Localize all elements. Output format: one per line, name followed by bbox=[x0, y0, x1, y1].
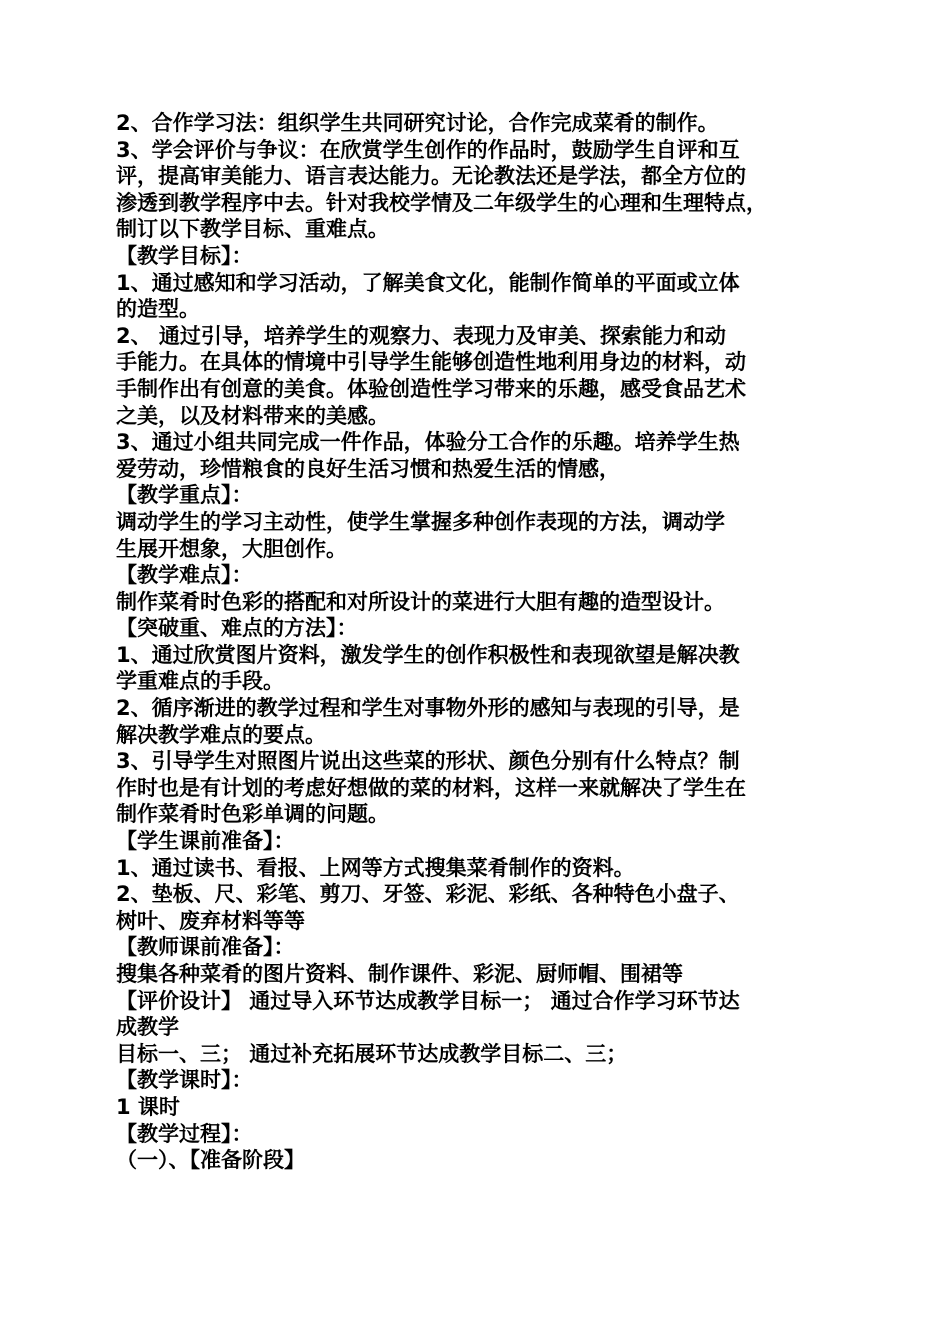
section-heading-teacher-prep: 【教师课前准备】： bbox=[116, 935, 295, 960]
text-line: 搜集各种菜肴的图片资料、制作课件、彩泥、厨师帽、围裙等 bbox=[116, 962, 683, 986]
text-line: 1、通过读书、看报、上网等方式搜集菜肴制作的资料。 bbox=[116, 855, 635, 880]
text-line: 目标一、三； 通过补充拓展环节达成教学目标二、三； bbox=[116, 1041, 628, 1066]
text-line: 制订以下教学目标、重难点。 bbox=[116, 217, 389, 242]
text-line: 渗透到教学程序中去。针对我校学情及二年级学生的心理和生理特点， bbox=[116, 190, 767, 215]
text-line: 之美，以及材料带来的美感。 bbox=[116, 403, 389, 428]
text-line: 3、通过小组共同完成一件作品，体验分工合作的乐趣。培养学生热 bbox=[116, 430, 740, 455]
text-line: 的造型。 bbox=[116, 297, 200, 322]
text-line: 作时也是有计划的考虑好想做的菜的材料，这样一来就解决了学生在 bbox=[116, 775, 746, 800]
text-line: 解决教学难点的要点。 bbox=[116, 722, 326, 747]
section-heading-evaluation: 【评价设计】 通过导入环节达成教学目标一； 通过合作学习环节达 bbox=[116, 988, 740, 1013]
text-line: 评，提高审美能力、语言表达能力。无论教法还是学法，都全方位的 bbox=[116, 164, 746, 189]
text-line: 手制作出有创意的美食。体验创造性学习带来的乐趣，感受食品艺术 bbox=[116, 376, 746, 401]
section-heading-process: 【教学过程】： bbox=[116, 1121, 253, 1146]
text-line: 调动学生的学习主动性，使学生掌握多种创作表现的方法，调动学 bbox=[116, 509, 725, 534]
text-line: 2、循序渐进的教学过程和学生对事物外形的感知与表现的引导，是 bbox=[116, 696, 740, 721]
text-line: 生展开想象，大胆创作。 bbox=[116, 536, 347, 561]
text-line: 学重难点的手段。 bbox=[116, 669, 284, 694]
section-heading-teaching-goals: 【教学目标】： bbox=[116, 243, 253, 268]
subsection-heading-prep-stage: （一）、【准备阶段】 bbox=[116, 1148, 305, 1173]
text-line: 1、通过欣赏图片资料，激发学生的创作积极性和表现欲望是解决教 bbox=[116, 642, 740, 667]
section-heading-class-hours: 【教学课时】： bbox=[116, 1068, 253, 1093]
section-heading-methods: 【突破重、难点的方法】： bbox=[116, 616, 358, 641]
text-line: 1、通过感知和学习活动，了解美食文化，能制作简单的平面或立体 bbox=[116, 270, 740, 295]
text-line: 成教学 bbox=[116, 1015, 179, 1040]
text-line: 1 课时 bbox=[116, 1094, 180, 1119]
text-line: 手能力。在具体的情境中引导学生能够创造性地利用身边的材料，动 bbox=[116, 350, 746, 375]
text-line: 爱劳动，珍惜粮食的良好生活习惯和热爱生活的情感， bbox=[116, 456, 620, 481]
text-line: 制作菜肴时色彩的搭配和对所设计的菜进行大胆有趣的造型设计。 bbox=[116, 589, 725, 614]
section-heading-difficulties: 【教学难点】： bbox=[116, 563, 253, 588]
section-heading-key-points: 【教学重点】： bbox=[116, 483, 253, 508]
document-body bbox=[116, 110, 846, 1174]
text-line: 2、垫板、尺、彩笔、剪刀、牙签、彩泥、彩纸、各种特色小盘子、 bbox=[116, 882, 740, 907]
text-line: 树叶、废弃材料等等 bbox=[116, 908, 305, 933]
section-heading-student-prep: 【学生课前准备】： bbox=[116, 829, 295, 854]
text-line: 2、 通过引导，培养学生的观察力、表现力及审美、探索能力和动 bbox=[116, 323, 726, 348]
text-line: 3、学会评价与争议：在欣赏学生创作的作品时，鼓励学生自评和互 bbox=[116, 137, 740, 162]
text-line: 制作菜肴时色彩单调的问题。 bbox=[116, 802, 389, 827]
text-line: 2、合作学习法：组织学生共同研究讨论，合作完成菜肴的制作。 bbox=[116, 111, 719, 135]
text-line: 3、引导学生对照图片说出这些菜的形状、颜色分别有什么特点？制 bbox=[116, 749, 740, 774]
